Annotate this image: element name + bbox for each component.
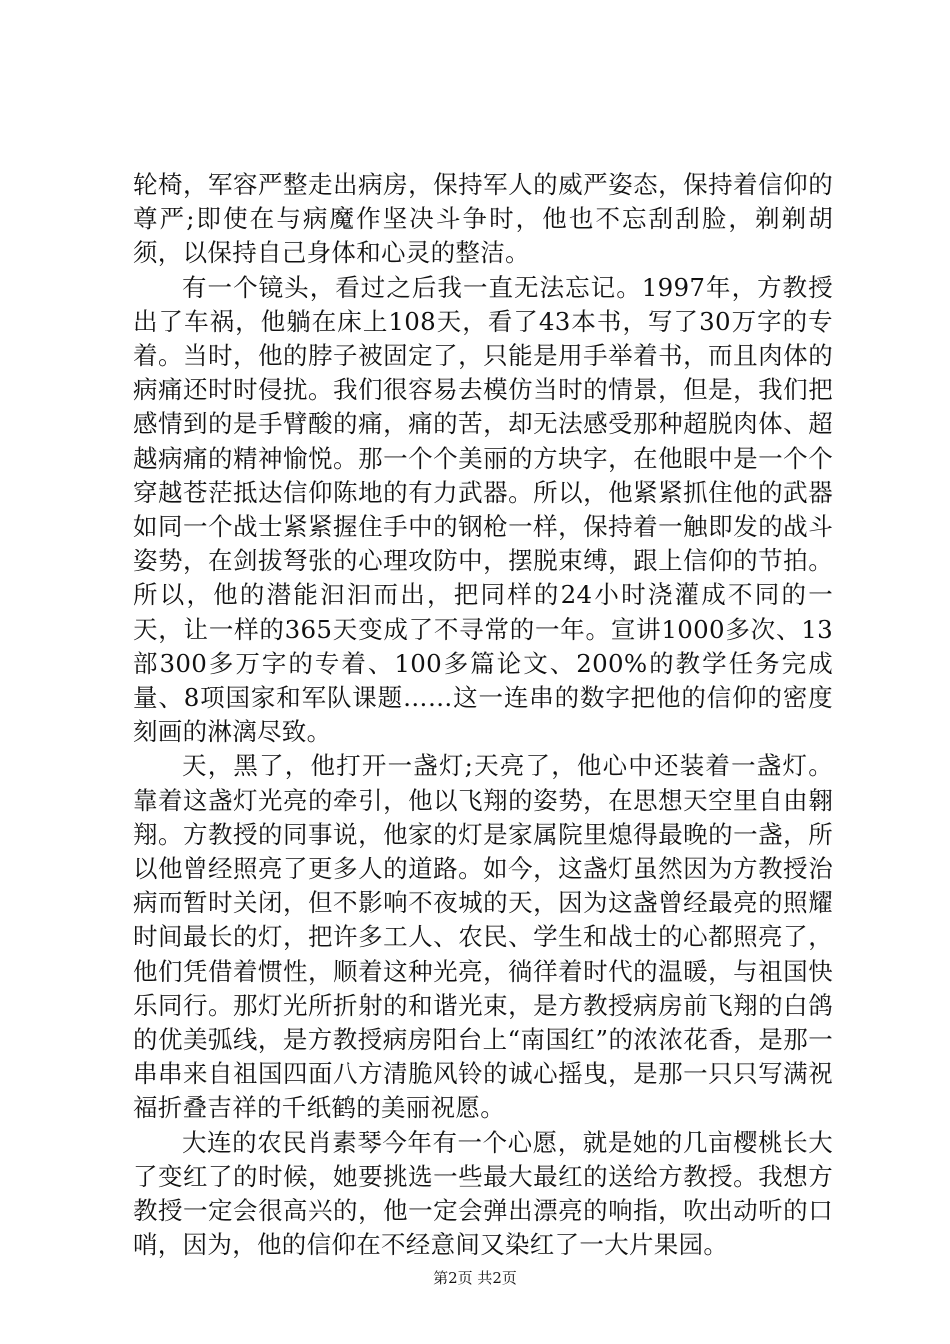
paragraph-4: 大连的农民肖素琴今年有一个心愿，就是她的几亩樱桃长大了变红了的时候，她要挑选一些最大最红的送给方教授。我想方教授一定会很高兴的，他一定会弹出漂亮的响指，吹出动听的口哨，因为，他的信仰在不经意间又染红了一大片果园。 [133,1127,833,1260]
paragraph-3: 天，黑了，他打开一盏灯;天亮了，他心中还装着一盏灯。靠着这盏灯光亮的牵引，他以飞翔的姿势，在思想天空里自由翱翔。方教授的同事说，他家的灯是家属院里熄得最晚的一盏，所以他曾经照亮了更多人的道路。如今，这盏灯虽然因为方教授治病而暂时关闭，但不影响不夜城的天，因为这盏曾经最亮的照耀时间最长的灯，把许多工人、农民、学生和战士的心都照亮了，他们凭借着惯性，顺着这种光亮，徜徉着时代的温暖，与祖国快乐同行。那灯光所折射的和谐光束，是方教授病房前飞翔的白鸽的优美弧线，是方教授病房阳台上“南国红”的浓浓花香，是那一串串来自祖国四面八方清脆风铃的诚心摇曳，是那一只只写满祝福折叠吉祥的千纸鹤的美丽祝愿。 [133,751,833,1123]
paragraph-1: 轮椅，军容严整走出病房，保持军人的威严姿态，保持着信仰的尊严;即使在与病魔作坚决斗争时，他也不忘刮刮脸，剃剃胡须，以保持自己身体和心灵的整洁。 [133,170,833,268]
paragraph-2: 有一个镜头，看过之后我一直无法忘记。1997年，方教授出了车祸，他躺在床上108天，看了43本书，写了30万字的专着。当时，他的脖子被固定了，只能是用手举着书，而且肉体的病痛还时时侵扰。我们很容易去模仿当时的情景，但是，我们把感情到的是手臂酸的痛，痛的苦，却无法感受那种超脱肉体、超越病痛的精神愉悦。那一个个美丽的方块字，在他眼中是一个个穿越苍茫抵达信仰陈地的有力武器。所以，他紧紧抓住他的武器如同一个战士紧紧握住手中的钢枪一样，保持着一触即发的战斗姿势，在剑拔弩张的心理攻防中，摆脱束缚，跟上信仰的节拍。所以，他的潜能汩汩而出，把同样的24小时浇灌成不同的一天，让一样的365天变成了不寻常的一年。宣讲1000多次、13部300多万字的专着、100多篇论文、200%的教学任务完成量、8项国家和军队课题……这一连串的数字把他的信仰的密度刻画的淋漓尽致。 [133,272,833,747]
page-number-footer: 第2页 共2页 [433,1269,517,1287]
article-body [133,168,833,1263]
